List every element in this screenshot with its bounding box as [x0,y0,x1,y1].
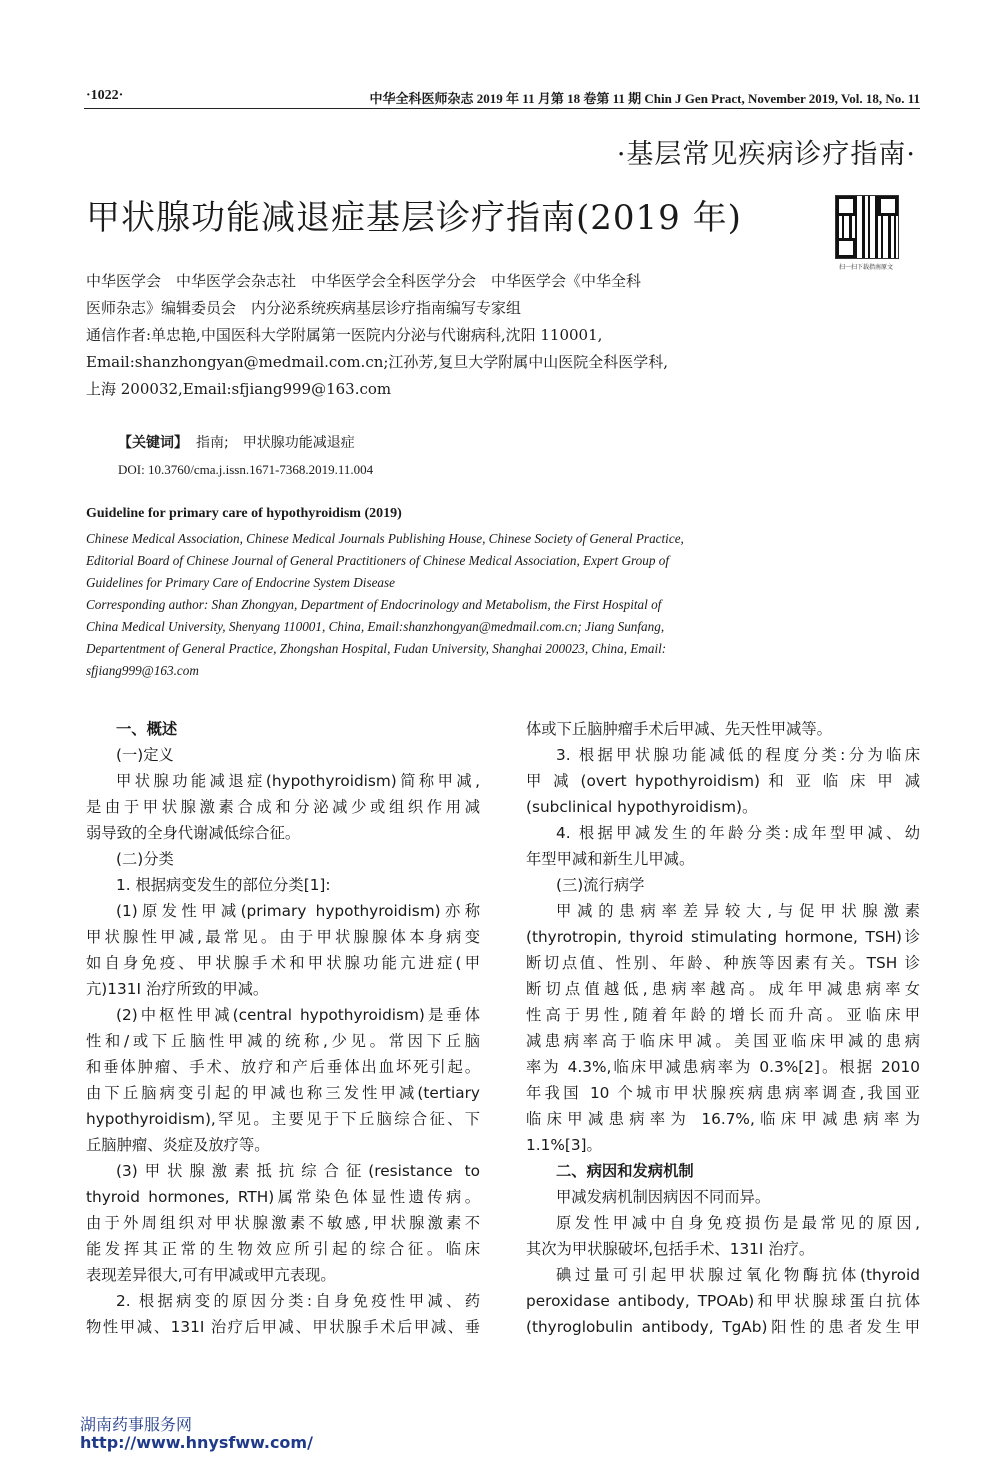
keywords-text: 指南; 甲状腺功能减退症 [196,435,355,451]
english-title: Guideline for primary care of hypothyroidism (2019) [86,506,402,521]
body-line: 甲状腺性甲减,最常见。由于甲状腺腺体本身病变 [86,928,480,946]
footer-site-name: 湖南药事服务网 [80,1415,193,1434]
english-line: Departentment of General Practice, Zhongshan Hospital, Fudan University, Shanghai 200023, China, Email: [86,641,667,656]
body-line: peroxidase antibody, TPOAb)和甲状腺球蛋白抗体 [526,1292,920,1310]
body-line: 由于外周组织对甲状腺激素不敏感,甲状腺激素不 [86,1214,480,1232]
body-line: 是由于甲状腺激素合成和分泌减少或组织作用减 [86,798,480,816]
english-abstract [86,528,766,682]
body-line: 4. 根据甲减发生的年龄分类:成年型甲减、幼 [556,824,920,842]
english-line: sfjiang999@163.com [86,663,199,678]
english-line: China Medical University, Shenyang 110001, China, Email:shanzhongyan@medmail.com.cn; Jiang Sunfang, [86,619,665,634]
body-line: 丘脑肿瘤、炎症及放疗等。 [86,1136,270,1154]
body-line: 甲减的患病率差异较大,与促甲状腺激素 [556,902,920,920]
column-name: ·基层常见疾病诊疗指南· [616,139,916,170]
body-line: (一)定义 [116,746,174,764]
qr-finder [836,238,856,258]
body-line: 年型甲减和新生儿甲减。 [526,850,695,868]
body-line: (subclinical hypothyroidism)。 [526,798,758,816]
page-number: ·1022· [86,88,124,103]
english-line: Editorial Board of Chinese Journal of General Practitioners of Chinese Medical Association, Expert Group of [86,553,669,568]
body-line: 3. 根据甲状腺功能减低的程度分类:分为临床 [556,746,920,764]
body-line: 由下丘脑病变引起的甲减也称三发性甲减(tertiary [86,1084,480,1102]
body-line: 碘过量可引起甲状腺过氧化物酶抗体(thyroid [556,1266,920,1284]
body-line: 断切点值越低,患病率越高。成年甲减患病率女 [526,980,920,998]
body-line: (3)甲状腺激素抵抗综合征(resistance to [116,1162,480,1180]
keywords [118,432,355,452]
body-line: 物性甲减、131I 治疗后甲减、甲状腺手术后甲减、垂 [86,1318,480,1336]
body-line: 体或下丘脑肿瘤手术后甲减、先天性甲减等。 [526,720,832,738]
body-line: 一、概述 [116,720,178,738]
author-line: 上海 200032,Email:sfjiang999@163.com [86,380,392,398]
body-line: 如自身免疫、甲状腺手术和甲状腺功能亢进症(甲 [86,954,480,972]
body-line: thyroid hormones, RTH)属常染色体显性遗传病。 [86,1188,480,1206]
body-line: 甲 减 (overt hypothyroidism) 和 亚 临 床 甲 减 [526,772,920,790]
keywords-label: 【关键词】 [118,435,188,451]
body-line: 2. 根据病变的原因分类:自身免疫性甲减、药 [116,1292,480,1310]
body-column-left [86,716,480,1340]
body-line: 1.1%[3]。 [526,1136,602,1154]
body-line: 原发性甲减中自身免疫损伤是最常见的原因, [556,1214,920,1232]
body-line: 和垂体肿瘤、手术、放疗和产后垂体出血坏死引起。 [86,1058,480,1076]
footer-url[interactable]: http://www.hnysfww.com/ [80,1433,313,1452]
body-line: 断切点值、性别、年龄、种族等因素有关。TSH 诊 [526,954,920,972]
author-line: 医师杂志》编辑委员会 内分泌系统疾病基层诊疗指南编写专家组 [86,299,522,317]
author-line: 通信作者:单忠艳,中国医科大学附属第一医院内分泌与代谢病科,沈阳 110001, [86,326,603,344]
english-line: Corresponding author: Shan Zhongyan, Department of Endocrinology and Metabolism, the First Hospital of [86,597,662,612]
body-line: 亢)131I 治疗所致的甲减。 [86,980,269,998]
doi[interactable]: DOI: 10.3760/cma.j.issn.1671-7368.2019.11.004 [118,462,374,477]
body-line: (thyroglobulin antibody, TgAb)阳性的患者发生甲 [526,1318,920,1336]
qr-caption: 扫一扫下载指南原文 [838,264,893,271]
english-line: Chinese Medical Association, Chinese Medical Journals Publishing House, Chinese Society of General Practice, [86,531,684,546]
body-line: (thyrotropin, thyroid stimulating hormone, TSH)诊 [526,928,920,946]
english-line: Guidelines for Primary Care of Endocrine System Disease [86,575,396,590]
body-line: (二)分类 [116,850,174,868]
body-line: 性高于男性,随着年龄的增长而升高。亚临床甲 [526,1006,920,1024]
header-rule [84,108,920,109]
body-line: 性和/或下丘脑性甲减的统称,少见。常因下丘脑 [86,1032,480,1050]
body-column-right [526,716,920,1340]
qr-code[interactable] [836,196,898,258]
body-line: 表现差异很大,可有甲减或甲亢表现。 [86,1266,336,1284]
body-line: 弱导致的全身代谢减低综合征。 [86,824,301,842]
body-line: 1. 根据病变发生的部位分类[1]: [116,876,331,894]
body-line: hypothyroidism),罕见。主要见于下丘脑综合征、下 [86,1110,480,1128]
body-line: 减患病率高于临床甲减。美国亚临床甲减的患病 [526,1032,920,1050]
body-line: 临床甲减患病率为 16.7%,临床甲减患病率为 [526,1110,920,1128]
body-line: 能发挥其正常的生物效应所引起的综合征。临床 [86,1240,480,1258]
body-line: 年我国 10 个城市甲状腺疾病患病率调查,我国亚 [526,1084,920,1102]
body-line: (2)中枢性甲减(central hypothyroidism)是垂体 [116,1006,480,1024]
article-title: 甲状腺功能减退症基层诊疗指南(2019 年) [86,198,742,238]
body-line: 率为 4.3%,临床甲减患病率为 0.3%[2]。根据 2010 [526,1058,920,1076]
body-line: 甲状腺功能减退症(hypothyroidism)简称甲减, [116,772,480,790]
body-line: (1)原发性甲减(primary hypothyroidism)亦称 [116,902,480,920]
body-line: 甲减发病机制因病因不同而异。 [556,1188,771,1206]
body-line: (三)流行病学 [556,876,645,894]
author-line: 中华医学会 中华医学会杂志社 中华医学会全科医学分会 中华医学会《中华全科 [86,272,642,290]
journal-header: 中华全科医师杂志 2019 年 11 月第 18 卷第 11 期 Chin J Gen Pract, November 2019, Vol. 18, No. 11 [369,91,920,106]
author-line: Email:shanzhongyan@medmail.com.cn;江孙芳,复旦大学附属中山医院全科医学科, [86,353,668,371]
body-line: 二、病因和发病机制 [556,1162,694,1180]
authors-block [86,268,766,403]
body-line: 其次为甲状腺破坏,包括手术、131I 治疗。 [526,1240,815,1258]
